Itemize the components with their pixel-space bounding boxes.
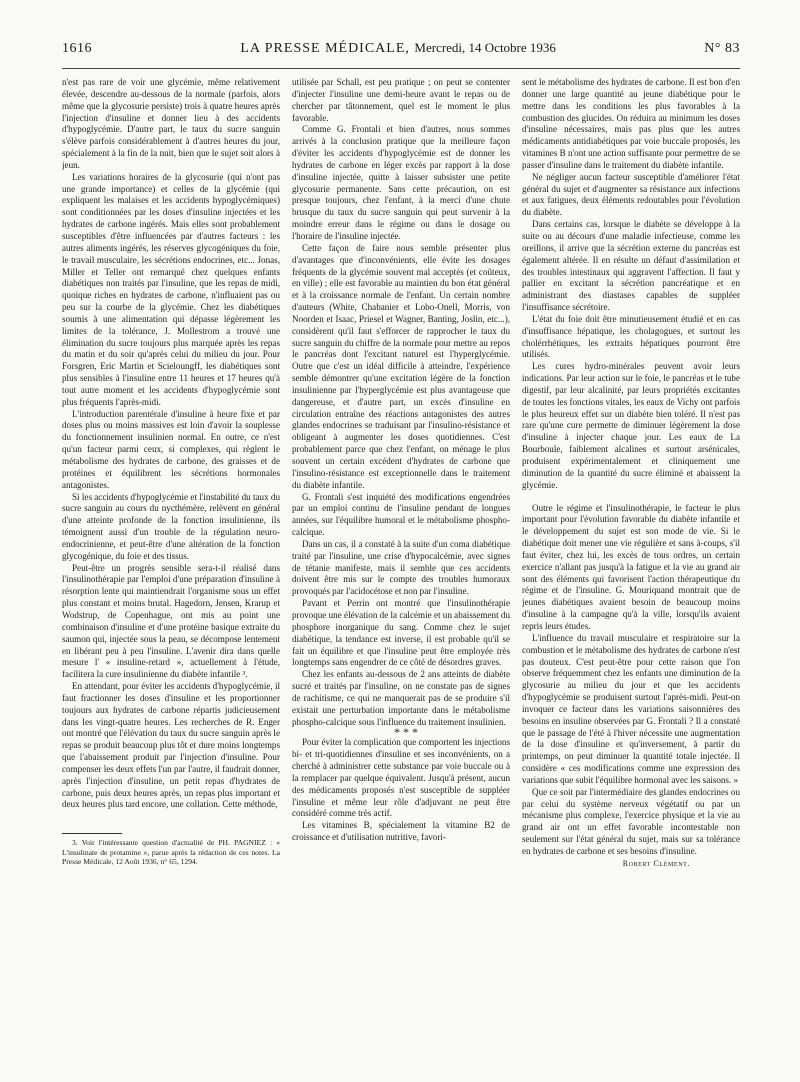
column-2 bbox=[292, 77, 510, 1077]
paragraph: Les cures hydro-minérales peuvent avoir leurs indications. Par leur action sur le foie, le pancréas et le tube digestif, par leur alcalinité, par leurs propriétés excitantes de toutes les fonctions vitales, les eaux de Vichy ont parfois le plus heureux effet sur un diabète bien toléré. Il n'est pas rare qu'une cure permette de diminuer légèrement la dose d'insuline à injecter chaque jour. Les eaux de La Bourboule, faiblement alcalines et surtout arsénicales, produisent expérimentalement et cliniquement une diminution de la quantité du sucre éliminé et abaissent la glycémie. bbox=[522, 361, 740, 490]
paragraph: En attendant, pour éviter les accidents d'hypoglycémie, il faut fractionner les doses d'insuline et les proportionner toujours aux hydrates de carbone répartis judicieusement dans les vingt-quatre heures. Les recherches de R. Enger ont montré que l'élévation du taux du sucre sanguin après le repas se produit beaucoup plus tôt et dure moins longtemps que l'abaissement produit par l'injection d'insuline. Pour compenser les deux effets l'un par l'autre, il faudrait donner, après l'injection d'insuline, un petit repas d'hydrates de carbone, puis deux heures après, un repas plus important et deux heures plus tard encore, une collation. Cette méthode, bbox=[62, 681, 280, 810]
paragraph: Outre le régime et l'insulinothérapie, le facteur le plus important pour l'évolution favorable du diabète infantile et le développement du sujet est son mode de vie. Si le diabétique doit mener une vie régulière et sans à-coups, s'il faut éviter, chez lui, les excès de tous ordres, un certain exercice n'allant pas jusqu'à la fatigue et la vie au grand air sont des éléments qui favorisent l'action thérapeutique du régime et de l'insuline. G. Mouriquand montrait que de jeunes diabétiques avaient besoin de beaucoup moins d'insuline à la campagne qu'à la ville, lorsqu'ils avaient repris leurs études. bbox=[522, 502, 740, 631]
footnote: 3. Voir l'intéressante question d'actualité de PH. PAGNIEZ : « L'insulinate de protamine », parue après la rédaction de ces notes. La Presse Médicale, 12 Août 1936, n° 65, 1294. bbox=[62, 838, 280, 867]
paragraph: Pour éviter la complication que comportent les injections bi- et tri-quotidiennes d'insuline et ses inconvénients, on a cherché à administrer cette substance par voie buccale ou à la remplacer par quelque équivalent. Jusqu'à présent, aucun des médicaments proposés n'est susceptible de suppléer l'insuline et même leur rôle d'adjuvant ne peut être considéré comme très actif. bbox=[292, 737, 510, 819]
paragraph: Pavant et Perrin ont montré que l'insulinothérapie provoque une élévation de la calcémie et un abaissement du phosphore inorganique du sang. Comme chez le sujet diabétique, la tendance est inverse, il est probable qu'il se fait un équilibre et que l'insuline peut être employée très longtemps sans engendrer de ce côté de désordres graves. bbox=[292, 598, 510, 668]
article-columns bbox=[62, 77, 740, 1077]
paragraph: n'est pas rare de voir une glycémie, même relativement élevée, descendre au-dessous de la normale (parfois, alors même que la glycosurie persiste) trois à quatre heures après l'injection d'insuline et donner lieu à des accidents d'hypoglycémie. D'autre part, le taux du sucre sanguin s'élève parfois considérablement à d'autres heures du jour, spécialement à la fin de la nuit, bien que le sujet soit alors à jeun. bbox=[62, 77, 280, 170]
issue-number: N° 83 bbox=[704, 41, 740, 56]
issue-date: Mercredi, 14 Octobre 1936 bbox=[414, 40, 556, 55]
footnote-rule bbox=[62, 833, 122, 834]
section-separator: * * * bbox=[394, 725, 418, 740]
paragraph: sent le métabolisme des hydrates de carbone. Il est bon d'en donner une large quantité au jeune diabétique pour le mettre dans les conditions les plus favorables à la combustion des glucides. On réduira au minimum les doses d'insuline nécessaires, mais pas plus que les autres médicaments antidiabétiques par voie buccale proposés, les vitamines B n'ont une action suffisante pour permettre de se passer d'insuline dans le traitement du diabète infantile. bbox=[522, 77, 740, 170]
paragraph: L'état du foie doit être minutieusement étudié et en cas d'insuffisance hépatique, les cholagogues, et surtout les cholérrhétiques, les extraits hépatiques pourront être utilisés. bbox=[522, 313, 740, 360]
paragraph: Si les accidents d'hypoglycémie et l'instabilité du taux du sucre sanguin au cours du nycthémère, relèvent en général d'une atteinte profonde de la fonction insulinienne, ils témoignent aussi d'un trouble de la régulation neuro-endocrinienne, et peut-être d'une altération de la fonction glycogénique, du foie et des tissus. bbox=[62, 491, 280, 561]
paragraph: Ne négliger aucun facteur susceptible d'améliorer l'état général du sujet et d'augmenter sa résistance aux infections et aux fatigues, deux éléments redoutables pour l'évolution du diabète. bbox=[522, 171, 740, 218]
paragraph: Cette façon de faire nous semble présenter plus d'avantages que d'inconvénients, elle évite les dosages fréquents de la glycémie souvent mal acceptés (et coûteux, en ville) ; elle est favorable au maintien du bon état général et à la croissance normale de l'enfant. Un certain nombre d'auteurs (White, Chabanier et Lobo-Onell, Morris, von Noorden et Isaac, Priesel et Wagner, Banting, Joslin, etc...), considèrent qu'il faut s'efforcer de rapprocher le taux du sucre sanguin du chiffre de la normale pour mettre au repos le pancréas dont l'excitant naturel est l'hyperglycémie. Outre que c'est un idéal difficile à atteindre, l'expérience semble démontrer qu'une excitation légère de la fonction insulinienne par l'hyperglycémie est plus avantageuse que dangereuse, et d'autre part, un excès d'insuline en circulation entraîne des réactions antagonistes des autres glandes endocrines se traduisant par l'insulino-résistance et obligeant à augmenter les doses quotidiennes. C'est probablement parce que chez l'enfant, on ménage le plus souvent un certain excédent d'hydrates de carbone que l'insulino-résistance est exceptionnelle dans le traitement du diabète infantile. bbox=[292, 242, 510, 490]
paragraph: Les vitamines B, spécialement la vitamine B2 de croissance et d'utilisation nutritive, favori- bbox=[292, 820, 510, 843]
paragraph: Peut-être un progrès sensible sera-t-il réalisé dans l'insulinothérapie par l'emploi d'une préparation d'insuline à résorption lente qui maintiendrait l'organisme sous un effet plus constant et moins brutal. Hagedorn, Jensen, Krarup et Wodstrup, de Copenhague, ont mis au point une combinaison d'insuline et d'une protéine basique extraite du saumon qui, injectée sous la peau, se décompose lentement en libérant peu à peu l'insuline. L'avenir dira dans quelle mesure l' « insuline-retard », actuellement à l'étude, facilitera la cure insulinienne du diabète infantile ³. bbox=[62, 562, 280, 680]
paragraph: Les variations horaires de la glycosurie (qui n'ont pas une grande importance) et celles de la glycémie (qui expliquent les malaises et les accidents hypoglycémiques) sont conditionnées par les doses d'insuline injectées et les hydrates de carbone ingérés. Mais elles sont probablement susceptibles d'être influencées par d'autres facteurs : les autres aliments ingérés, les réserves glycogéniques du foie, le travail musculaire, les sécrétions endocrines, etc... Jonas, Miller et Teller ont remarqué chez quelques enfants diabétiques non traités par l'insuline, que les repas de midi, quoique riches en hydrates de carbone, n'influaient pas ou peu sur la courbe de la glycémie. Chez les diabétiques soumis à une alimentation qui dépasse légèrement les limites de la tolérance, J. Mollestrom a trouvé une élimination du sucre toujours plus marquée après les repas du matin et du soir qu'après celui du milieu du jour. Pour Forsgren, Eric Martin et Scieloungff, les diabétiques sont plus sensibles à l'insuline entre 11 heures et 17 heures qu'à tout autre moment et les accidents d'hypoglycémie sont plus fréquents l'après-midi. bbox=[62, 171, 280, 407]
page-number: 1616 bbox=[62, 41, 92, 56]
paragraph: Chez les enfants au-dessous de 2 ans atteints de diabète sucré et traités par l'insuline, on ne constate pas de signes de rachitisme, ce qui ne manquerait pas de se produire s'il existait une perturbation importante dans le métabolisme phospho-calcique sous l'influence du traitement insulinien. bbox=[292, 669, 510, 727]
page-header bbox=[62, 40, 740, 69]
paragraph: G. Frontali s'est inquiété des modifications engendrées par un emploi continu de l'insuline pendant de longues années, sur l'équilibre humoral et le métabolisme phospho-calcique. bbox=[292, 491, 510, 538]
paragraph: Comme G. Frontali et bien d'autres, nous sommes arrivés à la conclusion pratique que la meilleure façon d'éviter les accidents d'hypoglycémie est de donner les hydrates de carbone en léger excès par rapport à la dose d'insuline injectée, quitte à laisser subsister une petite glycosurie permanente. Sans cette précaution, on est presque toujours, chez l'enfant, à la merci d'une chute brusque du taux du sucre sanguin qui peut survenir à la moindre erreur dans le régime ou dans le dosage ou l'horaire de l'insuline injectée. bbox=[292, 124, 510, 241]
paragraph: L'introduction parentérale d'insuline à heure fixe et par doses plus ou moins massives est loin d'avoir la souplesse du fonctionnement insulinien normal. En outre, ce n'est qu'un facteur parmi ceux, si complexes, qui règlent le métabolisme des hydrates de carbone, des graisses et de protéines et équilibrent les sécrétions hormonales antagonistes. bbox=[62, 408, 280, 490]
paragraph: Dans certains cas, lorsque le diabète se développe à la suite ou au décours d'une maladie infectieuse, comme les oreillons, il arrive que la sécrétion externe du pancréas est également altérée. Il en résulte un défaut d'assimilation et des troubles intestinaux qui aggravent l'affection. Il faut y pallier en excitant la sécrétion pancréatique et en administrant des diastases capables de suppléer l'insuffisance sécrétoire. bbox=[522, 219, 740, 313]
column-1 bbox=[62, 77, 280, 1077]
author-signature: Robert Clément. bbox=[622, 858, 690, 868]
paragraph: L'influence du travail musculaire et respiratoire sur la combustion et le métabolisme des hydrates de carbone n'est pas douteux. C'est peut-être pour cette raison que l'on observe fréquemment chez les enfants une diminution de la glycosurie au milieu du jour et que les accidents d'hypoglycémie se produisent surtout l'après-midi. Peut-on invoquer ce facteur dans les variations saisonnières des besoins en insuline observées par G. Frontali ? Il a constaté que le passage de l'été à l'hiver nécessite une augmentation de la dose d'insuline et qu'inversement, à partir du printemps, on peut diminuer la quantité totale injectée. Il considère « ces modifications comme une expression des variations que subit l'équilibre hormonal avec les saisons. » bbox=[522, 632, 740, 785]
journal-name: LA PRESSE MÉDICALE, bbox=[240, 41, 410, 56]
journal-title bbox=[240, 40, 556, 57]
paragraph: utilisée par Schall, est peu pratique ; on peut se contenter d'injecter l'insuline une demi-heure avant le repas ou de chercher par tâtonnement, quel est le moment le plus favorable. bbox=[292, 77, 510, 123]
column-3 bbox=[522, 77, 740, 1077]
paragraph: Que ce soit par l'intermédiaire des glandes endocrines ou par celui du système nerveux végétatif ou par un mécanisme plus complexe, l'exercice physique et la vie au grand air ont un effet favorable incontestable non seulement sur l'état général du sujet, mais sur sa tolérance en hydrates de carbone et ses besoins d'insuline. bbox=[522, 786, 740, 856]
paragraph: Dans un cas, il a constaté à la suite d'un coma diabétique traité par l'insuline, une crise d'hypocalcémie, avec signes de tétanie manifeste, mais il semble que ces accidents doivent être mis sur le compte des troubles humoraux provoqués par l'acidocétose et non par l'insuline. bbox=[292, 538, 510, 597]
